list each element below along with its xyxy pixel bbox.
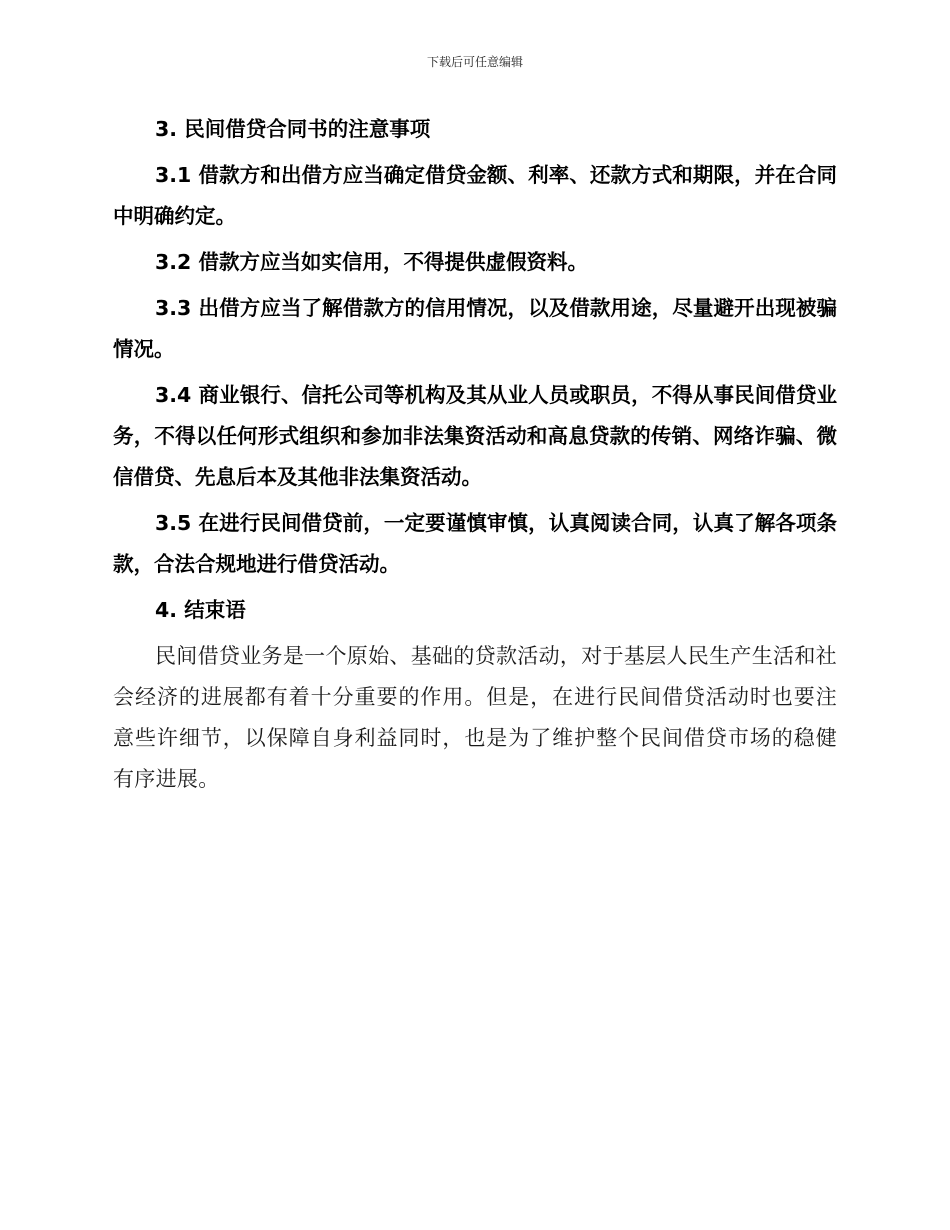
section-4-heading: 4. 结束语: [155, 598, 246, 622]
conclusion-paragraph: 民间借贷业务是一个原始、基础的贷款活动，对于基层人民生产生活和社会经济的进展都有着十分重要的作用。但是，在进行民间借贷活动时也要注意些许细节，以保障自身利益同时，也是为了维护整个民间借贷市场的稳健有序进展。: [113, 644, 837, 791]
document-body: [113, 109, 837, 800]
clause-3-5: 3.5 在进行民间借贷前，一定要谨慎审慎，认真阅读合同，认真了解各项条款，合法合规地进行借贷活动。: [113, 511, 837, 576]
clause-3-3: 3.3 出借方应当了解借款方的信用情况，以及借款用途，尽量避开出现被骗情况。: [113, 296, 837, 361]
clause-3-1: 3.1 借款方和出借方应当确定借贷金额、利率、还款方式和期限，并在合同中明确约定。: [113, 163, 837, 228]
section-3-heading: 3. 民间借贷合同书的注意事项: [155, 117, 431, 141]
clause-3-4: 3.4 商业银行、信托公司等机构及其从业人员或职员，不得从事民间借贷业务，不得以任何形式组织和参加非法集资活动和高息贷款的传销、网络诈骗、微信借贷、先息后本及其他非法集资活动。: [113, 383, 837, 489]
clause-3-2: 3.2 借款方应当如实信用，不得提供虚假资料。: [155, 250, 588, 274]
page-header: 下载后可任意编辑: [426, 55, 523, 69]
